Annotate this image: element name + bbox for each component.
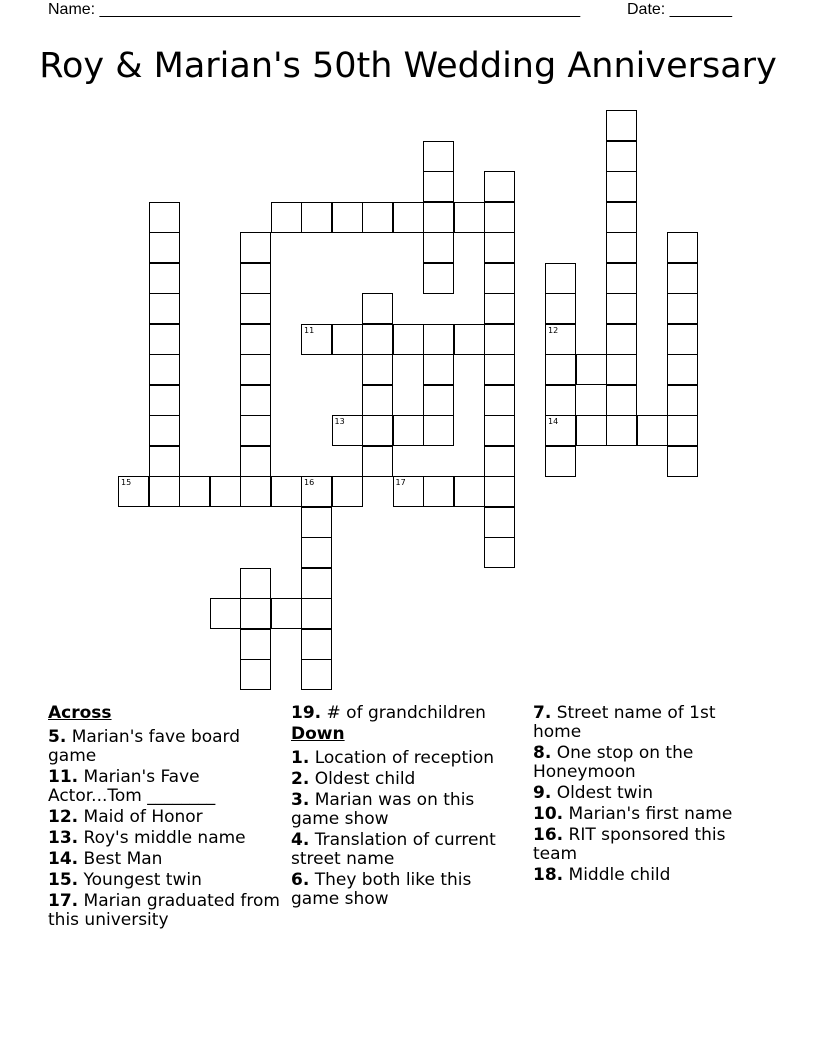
- grid-cell[interactable]: [545, 446, 576, 477]
- grid-cell[interactable]: [240, 232, 271, 263]
- clue-down-10: [533, 805, 765, 824]
- grid-cell[interactable]: [606, 110, 637, 141]
- grid-cell[interactable]: [240, 629, 271, 660]
- clue-number: 2.: [291, 769, 310, 789]
- grid-cell[interactable]: [606, 354, 637, 385]
- clue-text: Marian's Fave Actor...Tom ________: [48, 767, 216, 806]
- clue-number-label: 16: [304, 478, 315, 487]
- clue-number: 17.: [48, 891, 79, 911]
- clue-number: 13.: [48, 828, 79, 848]
- grid-cell[interactable]: [149, 385, 180, 416]
- clue-number: 10.: [533, 804, 564, 824]
- grid-cell[interactable]: [240, 293, 271, 324]
- grid-cell[interactable]: [301, 659, 332, 690]
- clue-text: Marian's first name: [568, 804, 733, 824]
- grid-cell[interactable]: [606, 141, 637, 172]
- clue-number: 4.: [291, 830, 310, 850]
- grid-cell[interactable]: [454, 324, 485, 355]
- name-field-label: Name: ______________________________________________________: [48, 1, 581, 18]
- grid-cell[interactable]: [423, 202, 454, 233]
- clue-across-12: [48, 808, 280, 827]
- grid-cell[interactable]: [332, 324, 363, 355]
- grid-cell[interactable]: [423, 232, 454, 263]
- clue-across-14: [48, 850, 280, 869]
- clue-column-1: [48, 704, 280, 932]
- clue-text: Roy's middle name: [83, 828, 246, 848]
- grid-cell[interactable]: [545, 263, 576, 294]
- clue-column-3: [533, 704, 765, 887]
- grid-cell[interactable]: [332, 415, 363, 446]
- grid-cell[interactable]: [606, 232, 637, 263]
- grid-cell[interactable]: [545, 415, 576, 446]
- clue-number-label: 17: [395, 478, 406, 487]
- grid-cell[interactable]: [606, 293, 637, 324]
- grid-cell[interactable]: [393, 476, 424, 507]
- clue-down-3: [291, 791, 523, 829]
- grid-cell[interactable]: [271, 202, 302, 233]
- clue-down-1: [291, 749, 523, 768]
- clue-number-label: 13: [334, 417, 345, 426]
- grid-cell[interactable]: [240, 385, 271, 416]
- grid-cell[interactable]: [362, 446, 393, 477]
- clue-number: 19.: [291, 703, 322, 723]
- clue-text: Marian graduated from this university: [48, 891, 280, 930]
- clue-down-16: [533, 826, 765, 864]
- puzzle-title: Roy & Marian's 50th Wedding Anniversary: [39, 46, 777, 86]
- clue-across-17: [48, 892, 280, 930]
- grid-cell[interactable]: [362, 354, 393, 385]
- grid-cell[interactable]: [118, 476, 149, 507]
- grid-cell[interactable]: [667, 324, 698, 355]
- clue-down-18: [533, 866, 765, 885]
- grid-cell[interactable]: [149, 354, 180, 385]
- clue-text: Youngest twin: [83, 870, 202, 890]
- grid-cell[interactable]: [576, 354, 607, 385]
- grid-cell[interactable]: [393, 415, 424, 446]
- grid-cell[interactable]: [667, 293, 698, 324]
- clue-text: They both like this game show: [291, 870, 472, 909]
- grid-cell[interactable]: [149, 232, 180, 263]
- grid-cell[interactable]: [606, 385, 637, 416]
- clue-across-19: [291, 704, 523, 723]
- grid-cell[interactable]: [484, 293, 515, 324]
- grid-cell[interactable]: [484, 171, 515, 202]
- grid-cell[interactable]: [149, 293, 180, 324]
- grid-cell[interactable]: [240, 354, 271, 385]
- clue-number-label: 15: [121, 478, 132, 487]
- clue-number-label: 11: [304, 325, 315, 335]
- grid-cell[interactable]: [210, 476, 241, 507]
- clue-text: Oldest twin: [556, 783, 654, 803]
- grid-cell[interactable]: [667, 263, 698, 294]
- clue-column-2: [291, 704, 523, 911]
- clue-number: 5.: [48, 727, 67, 747]
- date-field-label: Date: _______: [627, 1, 732, 18]
- grid-cell[interactable]: [301, 598, 332, 629]
- clue-number: 7.: [533, 703, 552, 723]
- clue-across-5: [48, 728, 280, 766]
- grid-cell[interactable]: [240, 598, 271, 629]
- clue-text: Middle child: [568, 865, 671, 885]
- grid-cell[interactable]: [423, 476, 454, 507]
- grid-cell[interactable]: [393, 324, 424, 355]
- clue-down-7: [533, 704, 765, 742]
- grid-cell[interactable]: [545, 385, 576, 416]
- clue-number: 12.: [48, 807, 79, 827]
- clue-number: 1.: [291, 748, 310, 768]
- grid-cell[interactable]: [606, 324, 637, 355]
- clue-text: Marian was on this game show: [291, 790, 475, 829]
- grid-cell[interactable]: [240, 446, 271, 477]
- grid-cell[interactable]: [423, 263, 454, 294]
- grid-cell[interactable]: [484, 476, 515, 507]
- grid-cell[interactable]: [637, 415, 668, 446]
- across-heading: Across: [48, 703, 112, 723]
- grid-cell[interactable]: [484, 232, 515, 263]
- clue-down-6: [291, 871, 523, 909]
- clue-number: 11.: [48, 767, 79, 787]
- clue-number: 9.: [533, 783, 552, 803]
- grid-cell[interactable]: [454, 476, 485, 507]
- grid-cell[interactable]: [423, 141, 454, 172]
- grid-cell[interactable]: [545, 354, 576, 385]
- clue-down-4: [291, 831, 523, 869]
- grid-cell[interactable]: [240, 659, 271, 690]
- grid-cell[interactable]: [484, 354, 515, 385]
- grid-cell[interactable]: [332, 476, 363, 507]
- clue-text: Oldest child: [314, 769, 416, 789]
- clue-down-8: [533, 744, 765, 782]
- grid-cell[interactable]: [301, 537, 332, 568]
- grid-cell[interactable]: [545, 293, 576, 324]
- grid-cell[interactable]: [606, 202, 637, 233]
- grid-cell[interactable]: [667, 385, 698, 416]
- clue-across-11: [48, 768, 280, 806]
- grid-cell[interactable]: [301, 324, 332, 355]
- clue-text: Street name of 1st home: [533, 703, 716, 742]
- clue-text: One stop on the Honeymoon: [533, 743, 694, 782]
- clue-number: 3.: [291, 790, 310, 810]
- grid-cell[interactable]: [667, 446, 698, 477]
- grid-cell[interactable]: [149, 415, 180, 446]
- down-heading: Down: [291, 724, 345, 744]
- clue-number: 16.: [533, 825, 564, 845]
- grid-cell[interactable]: [484, 507, 515, 538]
- grid-cell[interactable]: [423, 385, 454, 416]
- grid-cell[interactable]: [332, 202, 363, 233]
- grid-cell[interactable]: [393, 202, 424, 233]
- grid-cell[interactable]: [423, 354, 454, 385]
- grid-cell[interactable]: [423, 415, 454, 446]
- clue-text: RIT sponsored this team: [533, 825, 726, 864]
- grid-cell[interactable]: [606, 263, 637, 294]
- grid-cell[interactable]: [301, 476, 332, 507]
- grid-cell[interactable]: [606, 415, 637, 446]
- grid-cell[interactable]: [240, 415, 271, 446]
- grid-cell[interactable]: [423, 171, 454, 202]
- grid-cell[interactable]: [484, 385, 515, 416]
- clue-text: Location of reception: [314, 748, 495, 768]
- grid-cell[interactable]: [484, 263, 515, 294]
- grid-cell[interactable]: [576, 415, 607, 446]
- clue-number: 6.: [291, 870, 310, 890]
- grid-cell[interactable]: [240, 263, 271, 294]
- grid-cell[interactable]: [362, 415, 393, 446]
- clue-number-label: 12: [548, 325, 559, 335]
- grid-cell[interactable]: [240, 476, 271, 507]
- grid-cell[interactable]: [301, 568, 332, 599]
- clue-text: Maid of Honor: [83, 807, 203, 827]
- clue-down-9: [533, 784, 765, 803]
- grid-cell[interactable]: [362, 324, 393, 355]
- clue-number-label: 14: [548, 417, 559, 426]
- grid-cell[interactable]: [271, 598, 302, 629]
- grid-cell[interactable]: [271, 476, 302, 507]
- clue-text: Translation of current street name: [291, 830, 496, 869]
- grid-cell[interactable]: [149, 446, 180, 477]
- clue-text: # of grandchildren: [326, 703, 486, 723]
- clue-number: 8.: [533, 743, 552, 763]
- grid-cell[interactable]: [606, 171, 637, 202]
- grid-cell[interactable]: [149, 202, 180, 233]
- grid-cell[interactable]: [301, 629, 332, 660]
- grid-cell[interactable]: [210, 598, 241, 629]
- grid-cell[interactable]: [667, 232, 698, 263]
- clue-down-2: [291, 770, 523, 789]
- grid-cell[interactable]: [454, 202, 485, 233]
- clue-text: Marian's fave board game: [48, 727, 241, 766]
- grid-cell[interactable]: [301, 507, 332, 538]
- grid-cell[interactable]: [362, 202, 393, 233]
- grid-cell[interactable]: [545, 324, 576, 355]
- grid-cell[interactable]: [149, 324, 180, 355]
- grid-cell[interactable]: [362, 293, 393, 324]
- grid-cell[interactable]: [179, 476, 210, 507]
- clue-number: 15.: [48, 870, 79, 890]
- grid-cell[interactable]: [149, 263, 180, 294]
- grid-cell[interactable]: [240, 324, 271, 355]
- clue-text: Best Man: [83, 849, 163, 869]
- grid-cell[interactable]: [240, 568, 271, 599]
- grid-cell[interactable]: [423, 324, 454, 355]
- grid-cell[interactable]: [484, 415, 515, 446]
- grid-cell[interactable]: [149, 476, 180, 507]
- clue-number: 18.: [533, 865, 564, 885]
- grid-cell[interactable]: [484, 324, 515, 355]
- grid-cell[interactable]: [667, 415, 698, 446]
- grid-cell[interactable]: [301, 202, 332, 233]
- grid-cell[interactable]: [484, 537, 515, 568]
- clue-across-15: [48, 871, 280, 890]
- clue-across-13: [48, 829, 280, 848]
- grid-cell[interactable]: [362, 385, 393, 416]
- grid-cell[interactable]: [484, 446, 515, 477]
- grid-cell[interactable]: [667, 354, 698, 385]
- grid-cell[interactable]: [484, 202, 515, 233]
- clue-number: 14.: [48, 849, 79, 869]
